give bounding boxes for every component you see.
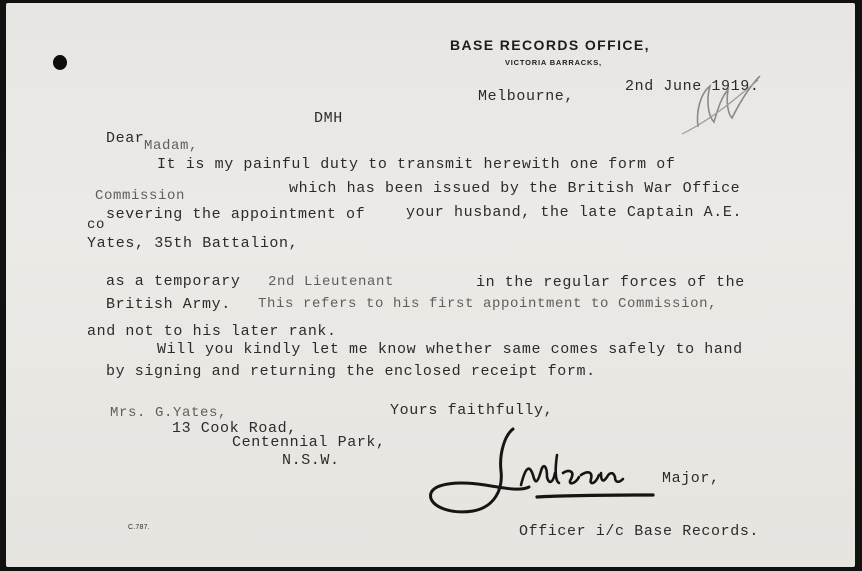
- body-line-8: Will you kindly let me know whether same comes safely to hand: [157, 341, 743, 358]
- salutation-name: Madam,: [144, 138, 199, 154]
- form-type: Commission: [95, 188, 186, 204]
- addressee-name: Mrs. G.Yates,: [110, 405, 228, 421]
- salutation-dear: Dear: [106, 130, 145, 147]
- closing: Yours faithfully,: [390, 402, 554, 419]
- rank: 2nd Lieutenant: [268, 274, 395, 290]
- punch-hole: [53, 55, 67, 70]
- body-line-4: Yates, 35th Battalion,: [87, 235, 299, 252]
- body-line-7: and not to his later rank.: [87, 323, 337, 340]
- body-line-5b: in the regular forces of the: [476, 274, 745, 291]
- addressee-suburb: Centennial Park,: [232, 434, 386, 451]
- letterhead-office: BASE RECORDS OFFICE,: [450, 37, 650, 53]
- body-line-6a: British Army.: [106, 296, 231, 313]
- signer-title: Officer i/c Base Records.: [519, 523, 760, 540]
- form-code: C.787.: [128, 524, 150, 531]
- handwritten-initials-mark: [670, 72, 765, 142]
- date: 2nd June 1919.: [625, 78, 760, 95]
- addressee-state: N.S.W.: [282, 452, 340, 469]
- body-line-3a: severing the appointment of: [106, 206, 366, 223]
- co-mark: co: [87, 217, 106, 233]
- letterhead-barracks: VICTORIA BARRACKS,: [505, 58, 602, 67]
- body-line-9: by signing and returning the enclosed receipt form.: [106, 363, 596, 380]
- body-line-1: It is my painful duty to transmit herewith one form of: [157, 156, 676, 173]
- addressee-street: 13 Cook Road,: [172, 420, 297, 437]
- reference: DMH: [314, 110, 343, 127]
- handwritten-signature: [425, 425, 665, 520]
- place: Melbourne,: [478, 88, 575, 105]
- body-line-6b: This refers to his first appointment to Commission,: [258, 296, 718, 312]
- body-line-5a: as a temporary: [106, 273, 241, 290]
- body-line-2: which has been issued by the British War Office: [289, 180, 741, 197]
- signer-rank: Major,: [662, 470, 720, 487]
- body-line-3b: your husband, the late Captain A.E.: [406, 204, 743, 221]
